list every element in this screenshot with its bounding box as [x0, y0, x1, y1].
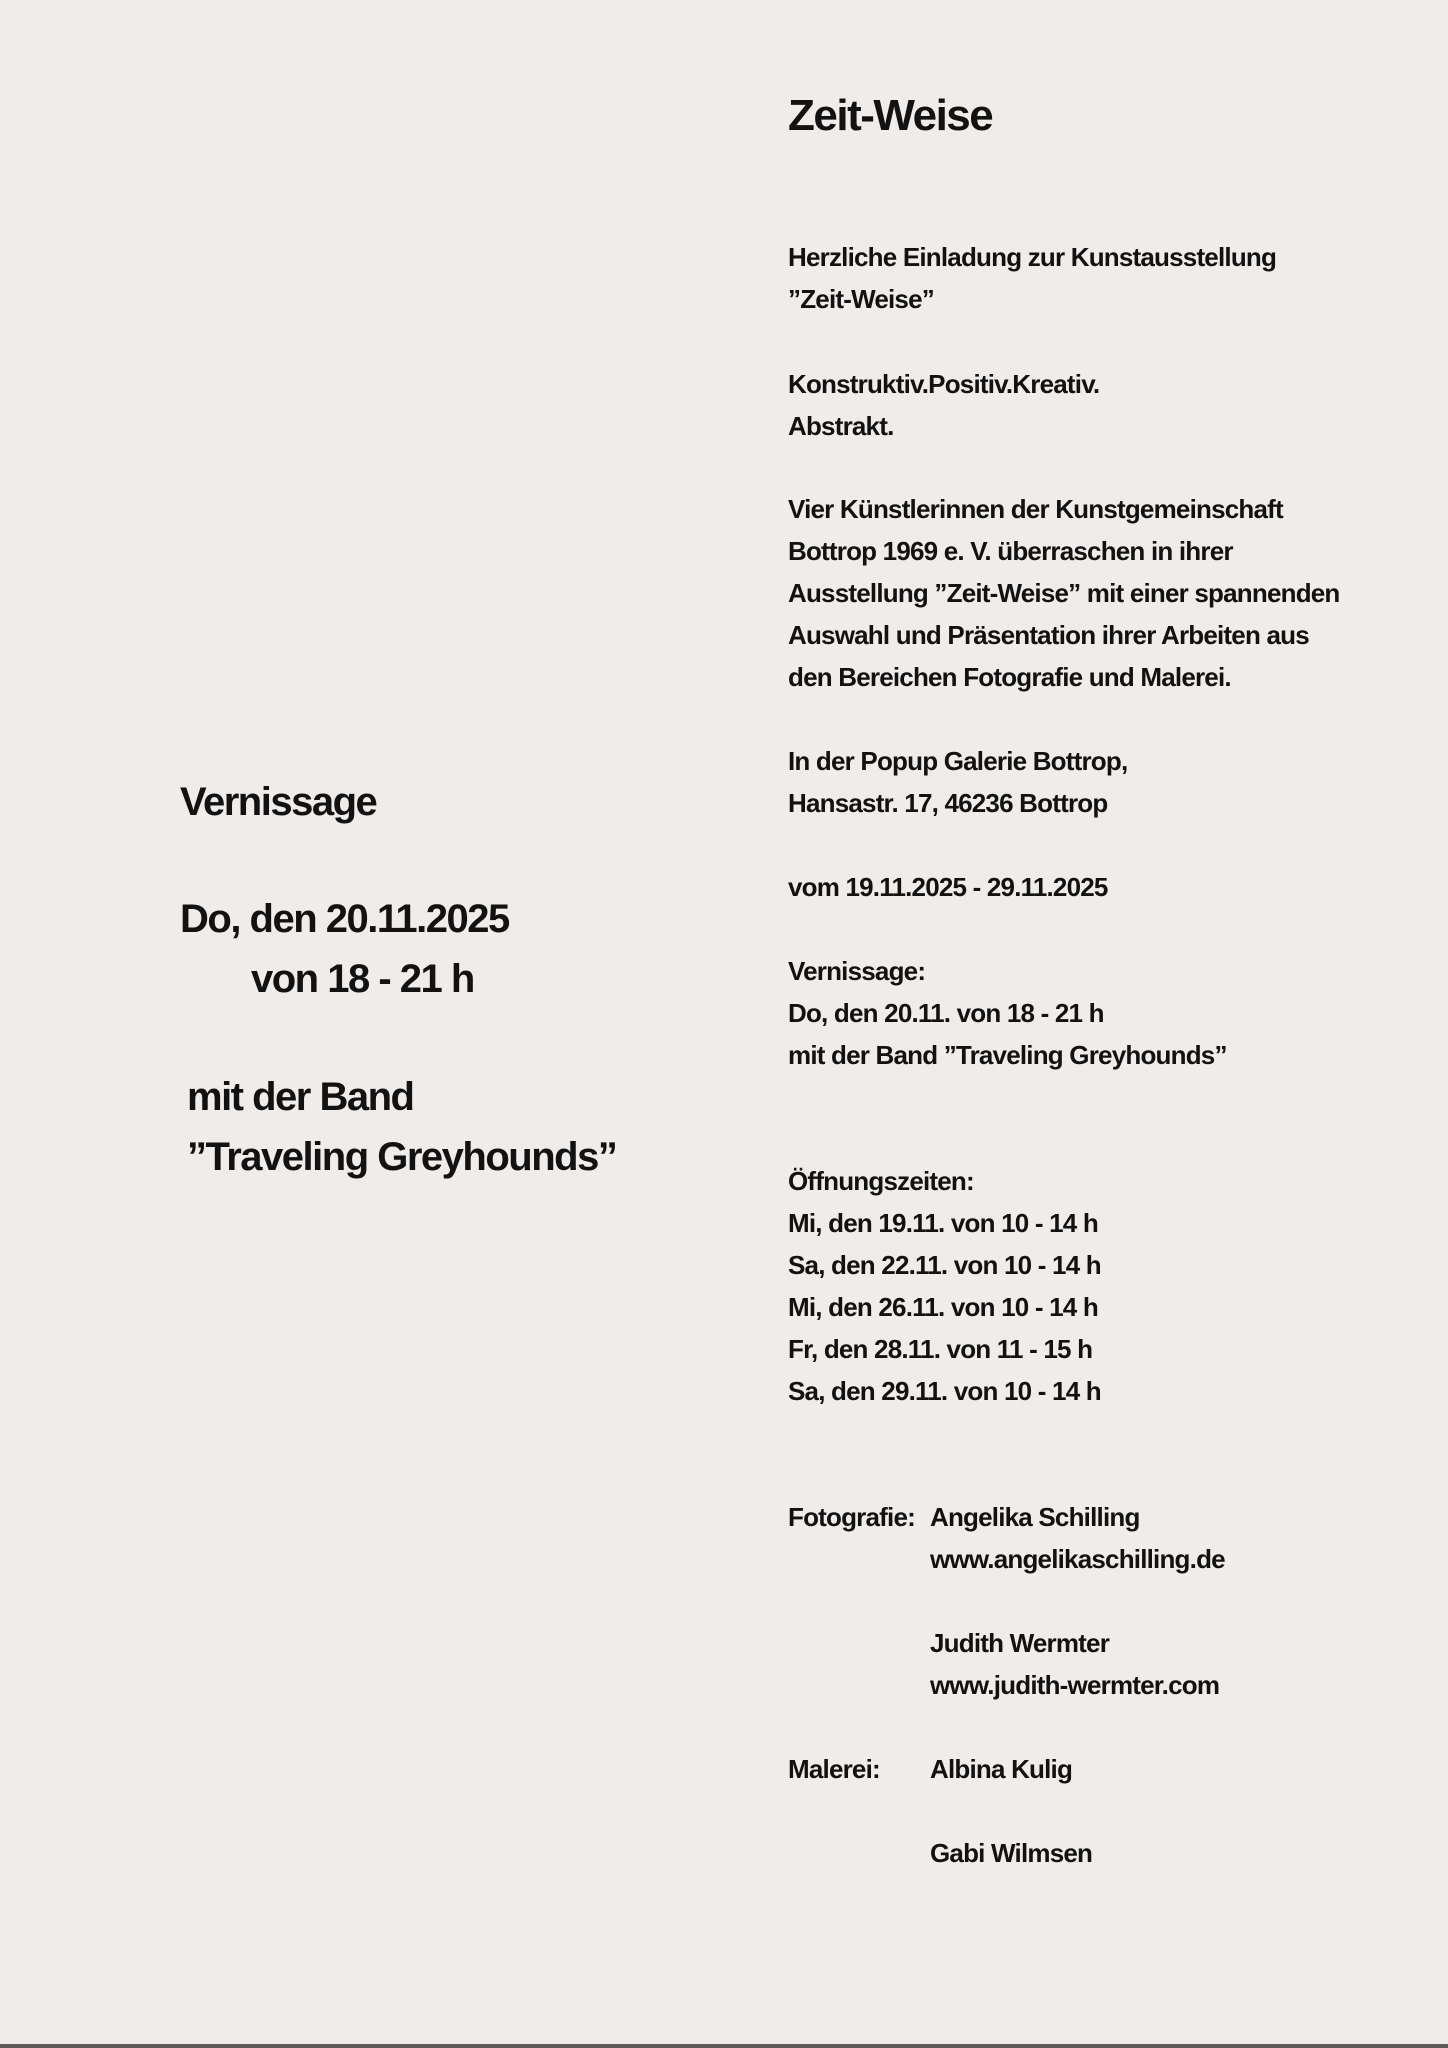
period-text: [788, 866, 1108, 908]
artist-name: Angelika Schilling: [930, 1502, 1140, 1532]
artist-name: Albina Kulig: [930, 1754, 1073, 1784]
right-column: [788, 0, 1428, 2044]
description-line: den Bereichen Fotografie und Malerei.: [788, 662, 1231, 692]
vernissage-info-line: mit der Band ”Traveling Greyhounds”: [788, 1040, 1227, 1070]
exhibition-title: Zeit-Weise: [788, 91, 993, 140]
vernissage-date: Do, den 20.11.2025: [180, 897, 509, 941]
band-line-2: ”Traveling Greyhounds”: [187, 1135, 617, 1179]
opening-hours-heading: Öffnungszeiten:: [788, 1166, 974, 1196]
description-line: Auswahl und Präsentation ihrer Arbeiten aus: [788, 620, 1309, 650]
description-line: Ausstellung ”Zeit-Weise” mit einer spannenden: [788, 578, 1340, 608]
motto-line: Konstruktiv.Positiv.Kreativ.: [788, 369, 1100, 399]
band-line-1: mit der Band: [187, 1075, 414, 1119]
opening-hours-line: Sa, den 29.11. von 10 - 14 h: [788, 1376, 1101, 1406]
opening-hours-line: Mi, den 26.11. von 10 - 14 h: [788, 1292, 1098, 1322]
motto-line: Abstrakt.: [788, 411, 894, 441]
motto-text: [788, 363, 1099, 447]
malerei-label: Malerei:: [788, 1754, 880, 1784]
vernissage-info: [788, 950, 1227, 1076]
description-text: [788, 488, 1340, 698]
invitation-text: [788, 236, 1276, 320]
invitation-line: ”Zeit-Weise”: [788, 284, 934, 314]
page-bottom-border: [0, 2044, 1448, 2048]
description-line: Vier Künstlerinnen der Kunstgemeinschaft: [788, 494, 1283, 524]
period-line: vom 19.11.2025 - 29.11.2025: [788, 872, 1108, 902]
vernissage-info-line: Vernissage:: [788, 956, 926, 986]
location-line: Hansastr. 17, 46236 Bottrop: [788, 788, 1108, 818]
opening-hours: [788, 1160, 1101, 1412]
artist-name: Gabi Wilmsen: [930, 1838, 1093, 1868]
fotografie-label: Fotografie:: [788, 1502, 915, 1532]
description-line: Bottrop 1969 e. V. überraschen in ihrer: [788, 536, 1233, 566]
opening-hours-line: Sa, den 22.11. von 10 - 14 h: [788, 1250, 1101, 1280]
vernissage-info-line: Do, den 20.11. von 18 - 21 h: [788, 998, 1104, 1028]
artist-website: www.angelikaschilling.de: [930, 1544, 1225, 1574]
vernissage-heading: Vernissage: [180, 780, 377, 824]
artist-website: www.judith-wermter.com: [930, 1670, 1220, 1700]
invitation-line: Herzliche Einladung zur Kunstausstellung: [788, 242, 1277, 272]
location-text: [788, 740, 1127, 824]
artist-name: Judith Wermter: [930, 1628, 1110, 1658]
opening-hours-line: Fr, den 28.11. von 11 - 15 h: [788, 1334, 1093, 1364]
opening-hours-line: Mi, den 19.11. von 10 - 14 h: [788, 1208, 1098, 1238]
vernissage-time: von 18 - 21 h: [251, 957, 474, 1001]
location-line: In der Popup Galerie Bottrop,: [788, 746, 1128, 776]
